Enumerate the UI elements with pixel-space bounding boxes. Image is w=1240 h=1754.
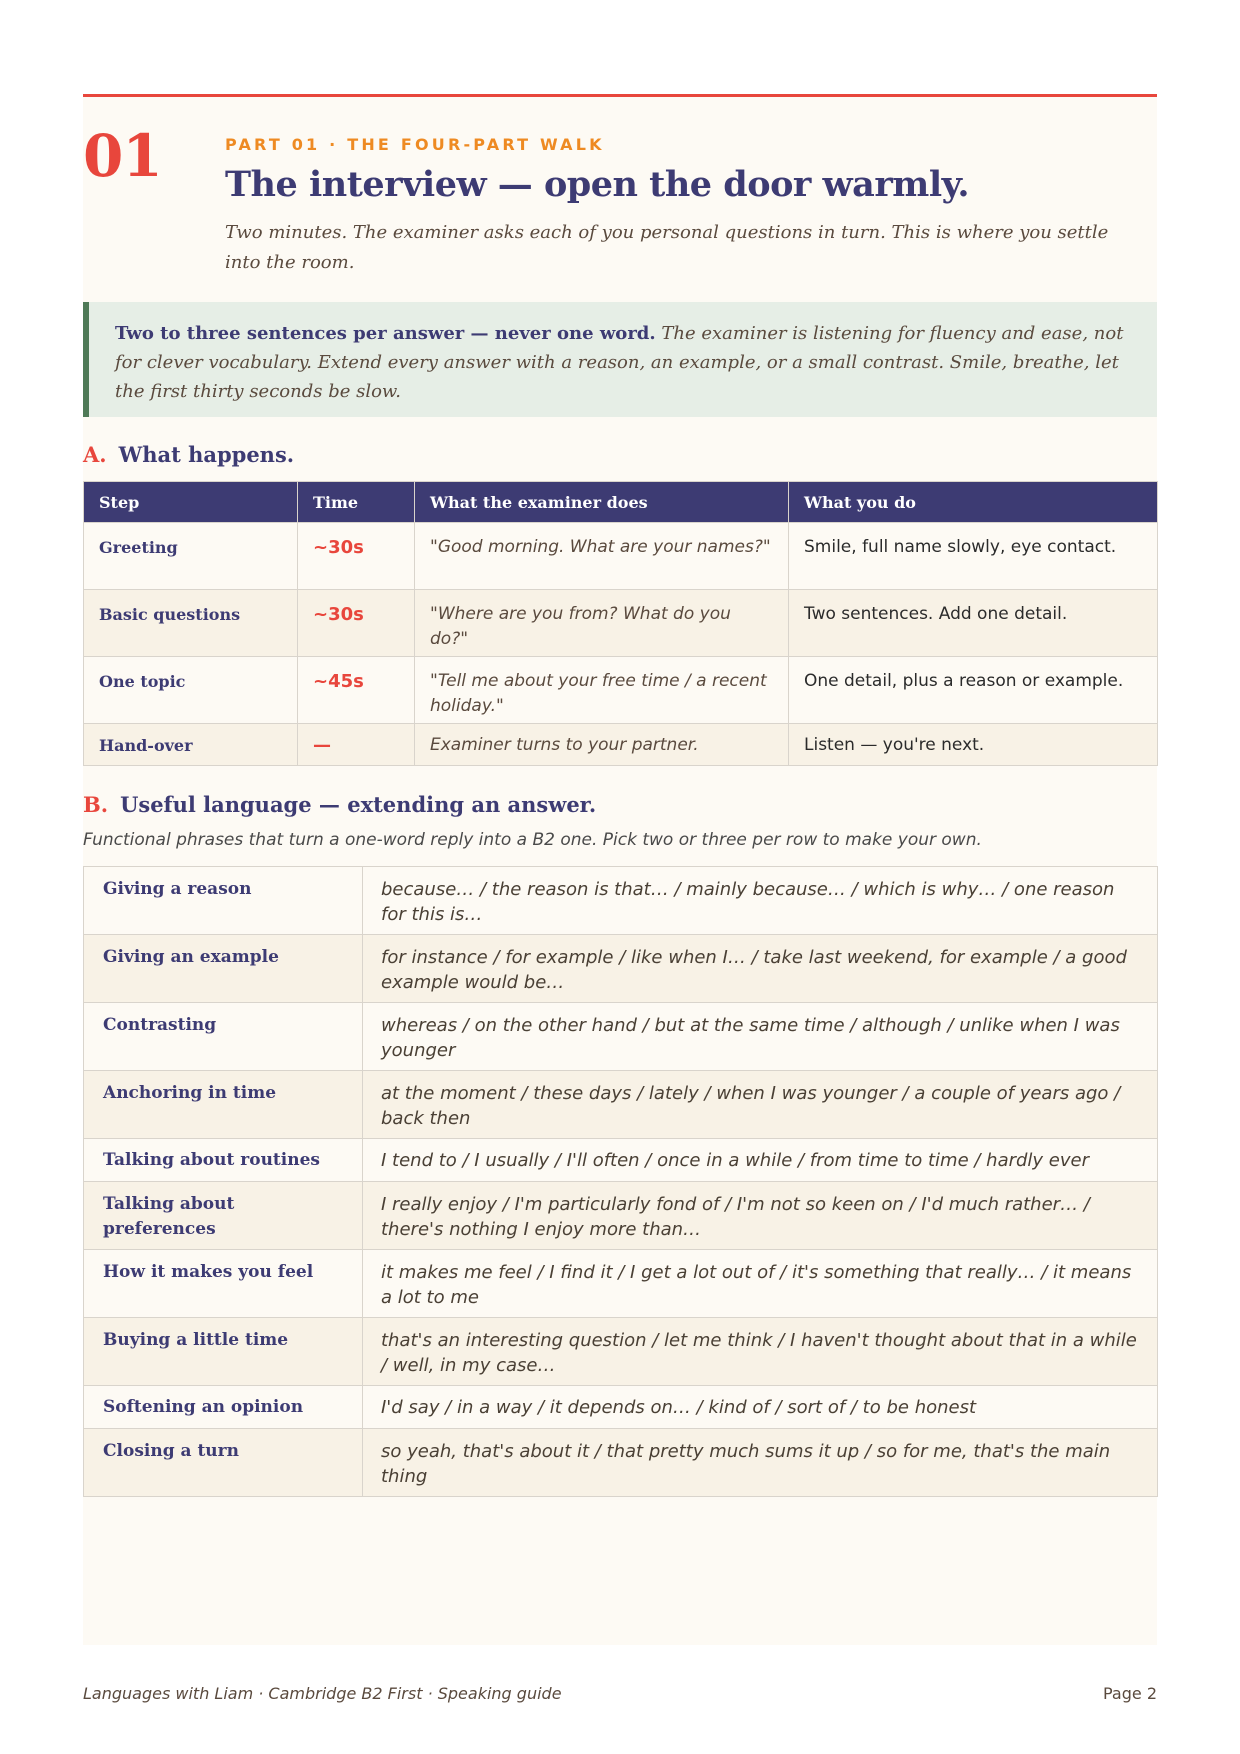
step-cell: Basic questions [84,590,298,657]
list-item [84,1003,1158,1071]
part-number: 01 [83,122,162,190]
header-examiner: What the examiner does [415,482,789,523]
useful-language-table [83,866,1158,1497]
table-row [84,523,1158,590]
function-label: Giving an example [84,935,363,1003]
function-label: How it makes you feel [84,1250,363,1318]
function-phrases: I'd say / in a way / it depends on… / kind of / sort of / to be honest [363,1386,1158,1429]
you-cell: Smile, full name slowly, eye contact. [789,523,1158,590]
header-step: Step [84,482,298,523]
table-row [84,657,1158,724]
function-phrases: that's an interesting question / let me think / I haven't thought about that in a while / well, in my case… [363,1318,1158,1386]
tip-callout [83,302,1157,417]
function-label: Talking about preferences [84,1182,363,1250]
section-a-title: What happens. [118,442,295,467]
step-cell: Hand-over [84,724,298,766]
function-phrases: because… / the reason is that… / mainly because… / which is why… / one reason for this is… [363,867,1158,935]
list-item [84,1386,1158,1429]
list-item [84,1429,1158,1497]
intro-text: Two minutes. The examiner asks each of you personal questions in turn. This is where you settle into the room. [225,222,1109,273]
function-phrases: at the moment / these days / lately / when I was younger / a couple of years ago / back then [363,1071,1158,1139]
page-title: The interview — open the door warmly. [225,164,970,205]
callout-bold: Two to three sentences per answer — never one word. [115,323,656,344]
you-cell: Listen — you're next. [789,724,1158,766]
time-cell: ~30s [298,523,415,590]
list-item [84,935,1158,1003]
function-label: Buying a little time [84,1318,363,1386]
function-label: Talking about routines [84,1139,363,1182]
list-item [84,1318,1158,1386]
function-phrases: so yeah, that's about it / that pretty much sums it up / so for me, that's the main thing [363,1429,1158,1497]
function-label: Softening an opinion [84,1386,363,1429]
footer-source: Languages with Liam · Cambridge B2 First · Speaking guide [83,1684,562,1703]
time-cell: ~45s [298,657,415,724]
you-cell: Two sentences. Add one detail. [789,590,1158,657]
section-b-heading [83,792,596,817]
section-a-letter: A. [83,442,107,467]
list-item [84,1139,1158,1182]
function-phrases: for instance / for example / like when I… / take last weekend, for example / a good example would be… [363,935,1158,1003]
list-item [84,867,1158,935]
function-phrases: I really enjoy / I'm particularly fond of / I'm not so keen on / I'd much rather… / there's nothing I enjoy more than… [363,1182,1158,1250]
callout-text: The examiner is listening for fluency and ease, not for clever vocabulary. Extend every answer with a reason, an example, or a small contrast. Smile, breathe, let the first thirty seconds be slow. [115,323,1124,402]
time-cell: ~30s [298,590,415,657]
examiner-cell: "Tell me about your free time / a recent holiday." [415,657,789,724]
section-a-heading [83,442,294,467]
function-phrases: it makes me feel / I find it / I get a lot out of / it's something that really… / it means a lot to me [363,1250,1158,1318]
function-phrases: whereas / on the other hand / but at the same time / although / unlike when I was younger [363,1003,1158,1071]
function-label: Closing a turn [84,1429,363,1497]
you-cell: One detail, plus a reason or example. [789,657,1158,724]
list-item [84,1250,1158,1318]
part-kicker: PART 01 · THE FOUR-PART WALK [225,135,605,154]
header-time: Time [298,482,415,523]
what-happens-table [83,481,1158,766]
examiner-cell: "Good morning. What are your names?" [415,523,789,590]
list-item [84,1071,1158,1139]
examiner-cell: Examiner turns to your partner. [415,724,789,766]
table-header-row [84,482,1158,523]
examiner-cell: "Where are you from? What do you do?" [415,590,789,657]
function-label: Anchoring in time [84,1071,363,1139]
function-label: Giving a reason [84,867,363,935]
step-cell: One topic [84,657,298,724]
function-phrases: I tend to / I usually / I'll often / once in a while / from time to time / hardly ever [363,1139,1158,1182]
section-b-title: Useful language — extending an answer. [120,792,597,817]
page-number: Page 2 [1103,1684,1157,1703]
header-you: What you do [789,482,1158,523]
step-cell: Greeting [84,523,298,590]
table-row [84,590,1158,657]
section-b-note: Functional phrases that turn a one-word reply into a B2 one. Pick two or three per row to make your own. [83,830,982,850]
table-row [84,724,1158,766]
time-cell: — [298,724,415,766]
list-item [84,1182,1158,1250]
section-b-letter: B. [83,792,109,817]
function-label: Contrasting [84,1003,363,1071]
